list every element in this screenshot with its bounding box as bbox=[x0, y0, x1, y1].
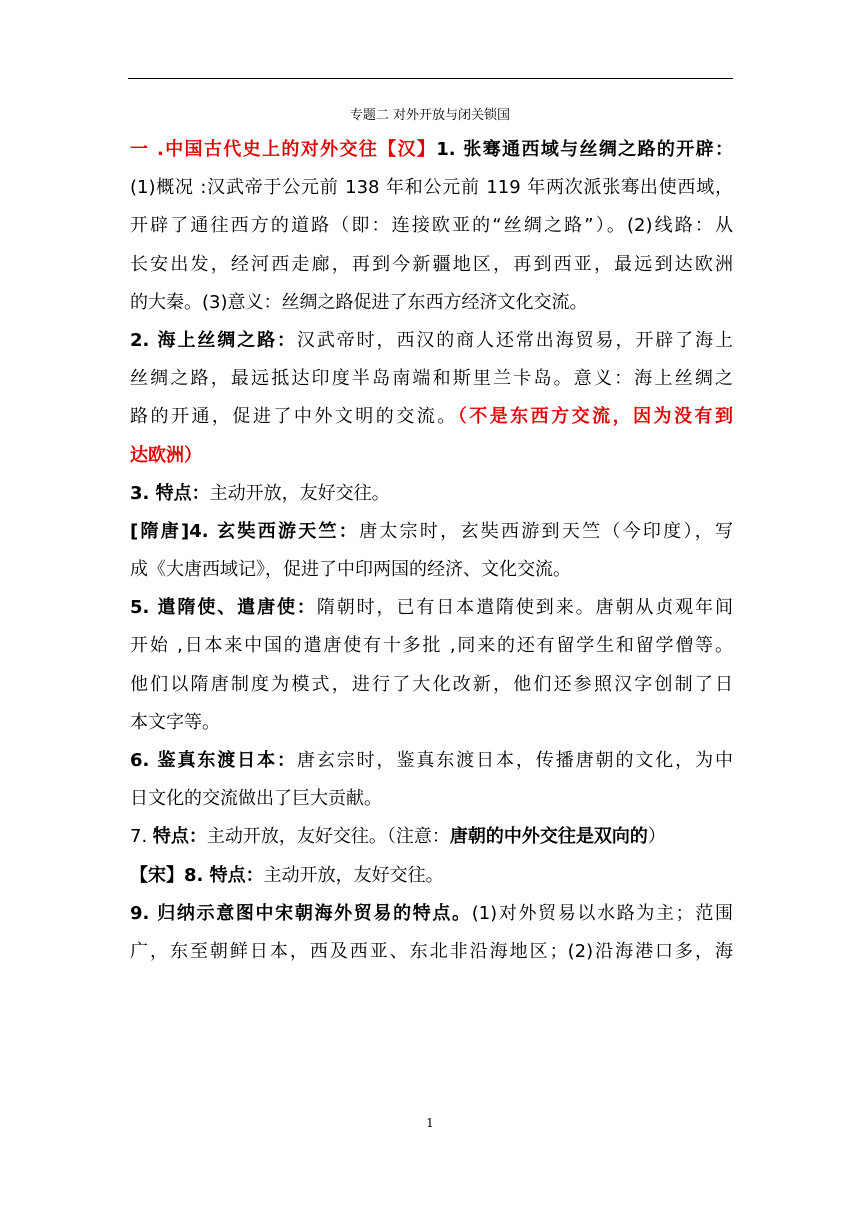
page-number: 1 bbox=[426, 1116, 434, 1130]
text-run: 开辟了通往西方的道路（即：连接欧亚的“丝绸之路”）。(2)线路：从 bbox=[130, 215, 733, 237]
text-run: 广，东至朝鲜日本，西及西亚、东北非沿海地区；(2)沿海港口多，海 bbox=[130, 940, 733, 962]
text-run: 日文化的交流做出了巨大贡献。 bbox=[130, 788, 382, 810]
text-line bbox=[130, 322, 733, 360]
bold-text: [隋唐]4. 玄奘西游天竺： bbox=[130, 520, 360, 542]
text-line bbox=[130, 551, 733, 589]
highlight-text: 达欧洲） bbox=[130, 444, 202, 466]
bold-text: 2. 海上丝绸之路： bbox=[130, 329, 297, 351]
text-run: ） bbox=[647, 826, 666, 848]
text-run: 主动开放，友好交往。 bbox=[209, 482, 390, 504]
text-line bbox=[130, 246, 733, 284]
header-rule bbox=[128, 78, 733, 79]
bold-text: 【宋】8. 特点： bbox=[130, 864, 264, 886]
bold-text: 5. 遣隋使、遣唐使： bbox=[130, 597, 317, 619]
highlight-text: 一 .中国古代史上的对外交往【汉】 bbox=[130, 139, 437, 160]
body-text bbox=[130, 131, 733, 971]
text-line bbox=[130, 818, 733, 856]
bold-text: 6. 鉴真东渡日本： bbox=[130, 750, 297, 771]
text-run: 主动开放，友好交往。 bbox=[263, 864, 444, 886]
text-run: 长安出发，经河西走廊，再到今新疆地区，再到西亚，最远到达欧洲 bbox=[130, 253, 733, 275]
text-line bbox=[130, 857, 733, 895]
bold-text: 9. 归纳示意图中宋朝海外贸易的特点。 bbox=[130, 902, 472, 924]
text-line bbox=[130, 513, 733, 551]
page-header: 专题二 对外开放与闭关锁国 bbox=[349, 108, 511, 123]
text-line bbox=[130, 207, 733, 245]
text-run: 主动开放，友好交往。（注意： bbox=[206, 826, 450, 848]
text-line bbox=[130, 666, 733, 704]
text-line bbox=[130, 284, 733, 322]
text-run: 他们以隋唐制度为模式，进行了大化改新，他们还参照汉字创制了日 bbox=[130, 673, 733, 695]
text-line bbox=[130, 780, 733, 818]
text-run: 唐太宗时，玄奘西游到天竺（今印度），写 bbox=[359, 520, 733, 542]
text-line bbox=[130, 169, 733, 207]
bold-text: 特点： bbox=[152, 826, 207, 848]
bold-text: 3. 特点： bbox=[130, 482, 210, 504]
text-run: 开始 ,日本来中国的遣唐使有十多批 ,同来的还有留学生和留学僧等。 bbox=[130, 635, 733, 657]
text-run: 的大秦。(3)意义：丝绸之路促进了东西方经济文化交流。 bbox=[130, 291, 588, 313]
text-line bbox=[130, 437, 733, 475]
text-line bbox=[130, 895, 733, 933]
text-run: 丝绸之路，最远抵达印度半岛南端和斯里兰卡岛。意义：海上丝绸之 bbox=[130, 368, 733, 390]
text-line bbox=[130, 933, 733, 971]
text-run: (1)对外贸易以水路为主；范围 bbox=[471, 902, 733, 924]
bold-text: 唐朝的中外交往是双向的 bbox=[449, 826, 648, 848]
text-line bbox=[130, 627, 733, 665]
text-run: (1)概况 :汉武帝于公元前 138 年和公元前 119 年两次派张骞出使西域， bbox=[130, 177, 733, 199]
text-run: 隋朝时，已有日本遣隋使到来。唐朝从贞观年间 bbox=[316, 597, 733, 619]
text-line bbox=[130, 704, 733, 742]
text-run: 路的开通，促进了中外文明的交流。 bbox=[130, 406, 458, 428]
text-run: 唐玄宗时，鉴真东渡日本，传播唐朝的文化，为中 bbox=[296, 750, 733, 771]
text-line bbox=[130, 589, 733, 627]
text-line bbox=[130, 475, 733, 513]
text-run: 汉武帝时，西汉的商人还常出海贸易，开辟了海上 bbox=[296, 329, 733, 351]
text-run: 成《大唐西域记》，促进了中印两国的经济、文化交流。 bbox=[130, 559, 571, 581]
text-line bbox=[130, 742, 733, 780]
bold-text: 1. 张骞通西域与丝绸之路的开辟： bbox=[436, 139, 733, 160]
text-line bbox=[130, 131, 733, 169]
text-run: 本文字等。 bbox=[130, 711, 220, 733]
text-line bbox=[130, 360, 733, 398]
text-run: 7. bbox=[130, 826, 153, 848]
text-line bbox=[130, 398, 733, 436]
highlight-text: （不是东西方交流，因为没有到 bbox=[457, 406, 733, 428]
